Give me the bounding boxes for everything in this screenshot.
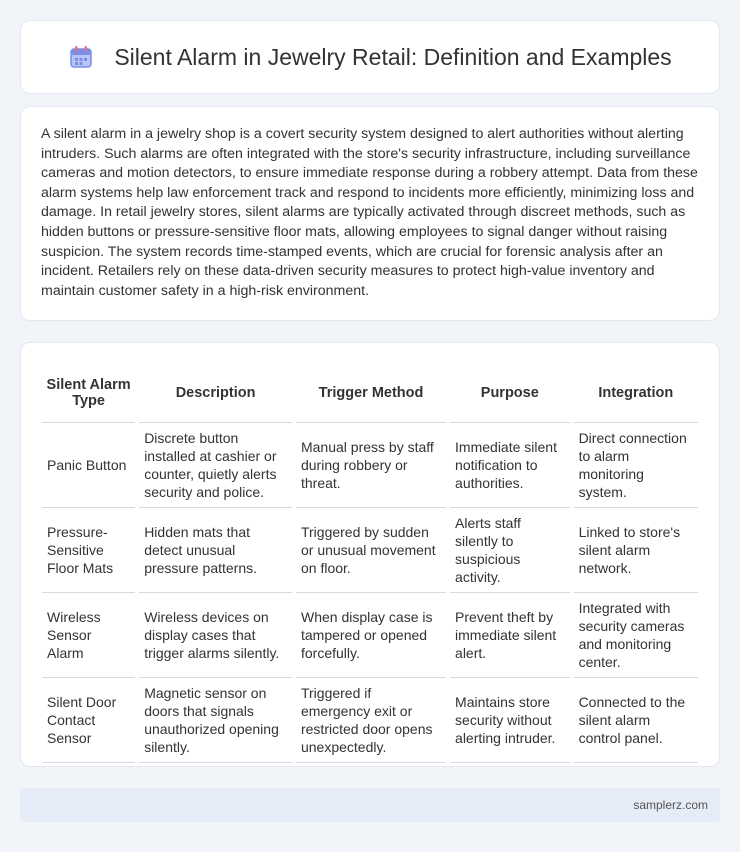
header-trigger: Trigger Method — [296, 363, 446, 423]
header-integration: Integration — [574, 363, 698, 423]
footer — [20, 788, 720, 822]
cell-integration: Direct connection to alarm monitoring system. — [574, 423, 698, 508]
table-row — [42, 678, 698, 763]
header-type: Silent Alarm Type — [42, 363, 135, 423]
cell-integration: Connected to the silent alarm control panel. — [574, 678, 698, 763]
cell-type: Pressure-Sensitive Floor Mats — [42, 508, 135, 593]
cell-integration: Integrated with security cameras and monitoring center. — [574, 593, 698, 678]
cell-purpose: Alerts staff silently to suspicious activity. — [450, 508, 570, 593]
page-title: Silent Alarm in Jewelry Retail: Definition and Examples — [114, 43, 672, 70]
intro-paragraph: A silent alarm in a jewelry shop is a covert security system designed to alert authorities without alerting intruders. Such alarms are often integrated with the store's security infrastructure, including surveillance cameras and motion detectors, to ensure immediate response during a robbery attempt. Data from these alarm systems help law enforcement track and respond to incidents more efficiently, minimizing loss and damage. In retail jewelry stores, silent alarms are typically activated through discreet methods, such as hidden buttons or pressure-sensitive floor mats, allowing employees to signal danger without raising suspicion. The system records time-stamped events, which are crucial for forensic analysis after an incident. Retailers rely on these data-driven security measures to protect high-value inventory and maintain customer safety in a high-risk environment. — [41, 126, 698, 299]
cell-description: Wireless devices on display cases that trigger alarms silently. — [139, 593, 292, 678]
calendar-icon — [68, 44, 94, 70]
cell-purpose: Immediate silent notification to authorities. — [450, 423, 570, 508]
cell-purpose: Prevent theft by immediate silent alert. — [450, 593, 570, 678]
cell-description: Magnetic sensor on doors that signals unauthorized opening silently. — [139, 678, 292, 763]
table-header-row — [42, 363, 698, 423]
cell-integration: Linked to store's silent alarm network. — [574, 508, 698, 593]
cell-trigger: Manual press by staff during robbery or threat. — [296, 423, 446, 508]
cell-type: Wireless Sensor Alarm — [42, 593, 135, 678]
cell-trigger: Triggered if emergency exit or restricted door opens unexpectedly. — [296, 678, 446, 763]
cell-description: Discrete button installed at cashier or counter, quietly alerts security and police. — [139, 423, 292, 508]
cell-trigger: When display case is tampered or opened forcefully. — [296, 593, 446, 678]
table-row — [42, 508, 698, 593]
table-row — [42, 593, 698, 678]
footer-site-link[interactable]: samplerz.com — [633, 798, 708, 812]
header-purpose: Purpose — [450, 363, 570, 423]
intro-card — [20, 106, 720, 321]
header-description: Description — [139, 363, 292, 423]
cell-type: Silent Door Contact Sensor — [42, 678, 135, 763]
alarm-table — [38, 363, 702, 763]
cell-purpose: Maintains store security without alerting intruder. — [450, 678, 570, 763]
cell-type: Panic Button — [42, 423, 135, 508]
cell-description: Hidden mats that detect unusual pressure patterns. — [139, 508, 292, 593]
table-card — [20, 342, 720, 767]
cell-trigger: Triggered by sudden or unusual movement on floor. — [296, 508, 446, 593]
title-card — [20, 20, 720, 94]
table-row — [42, 423, 698, 508]
